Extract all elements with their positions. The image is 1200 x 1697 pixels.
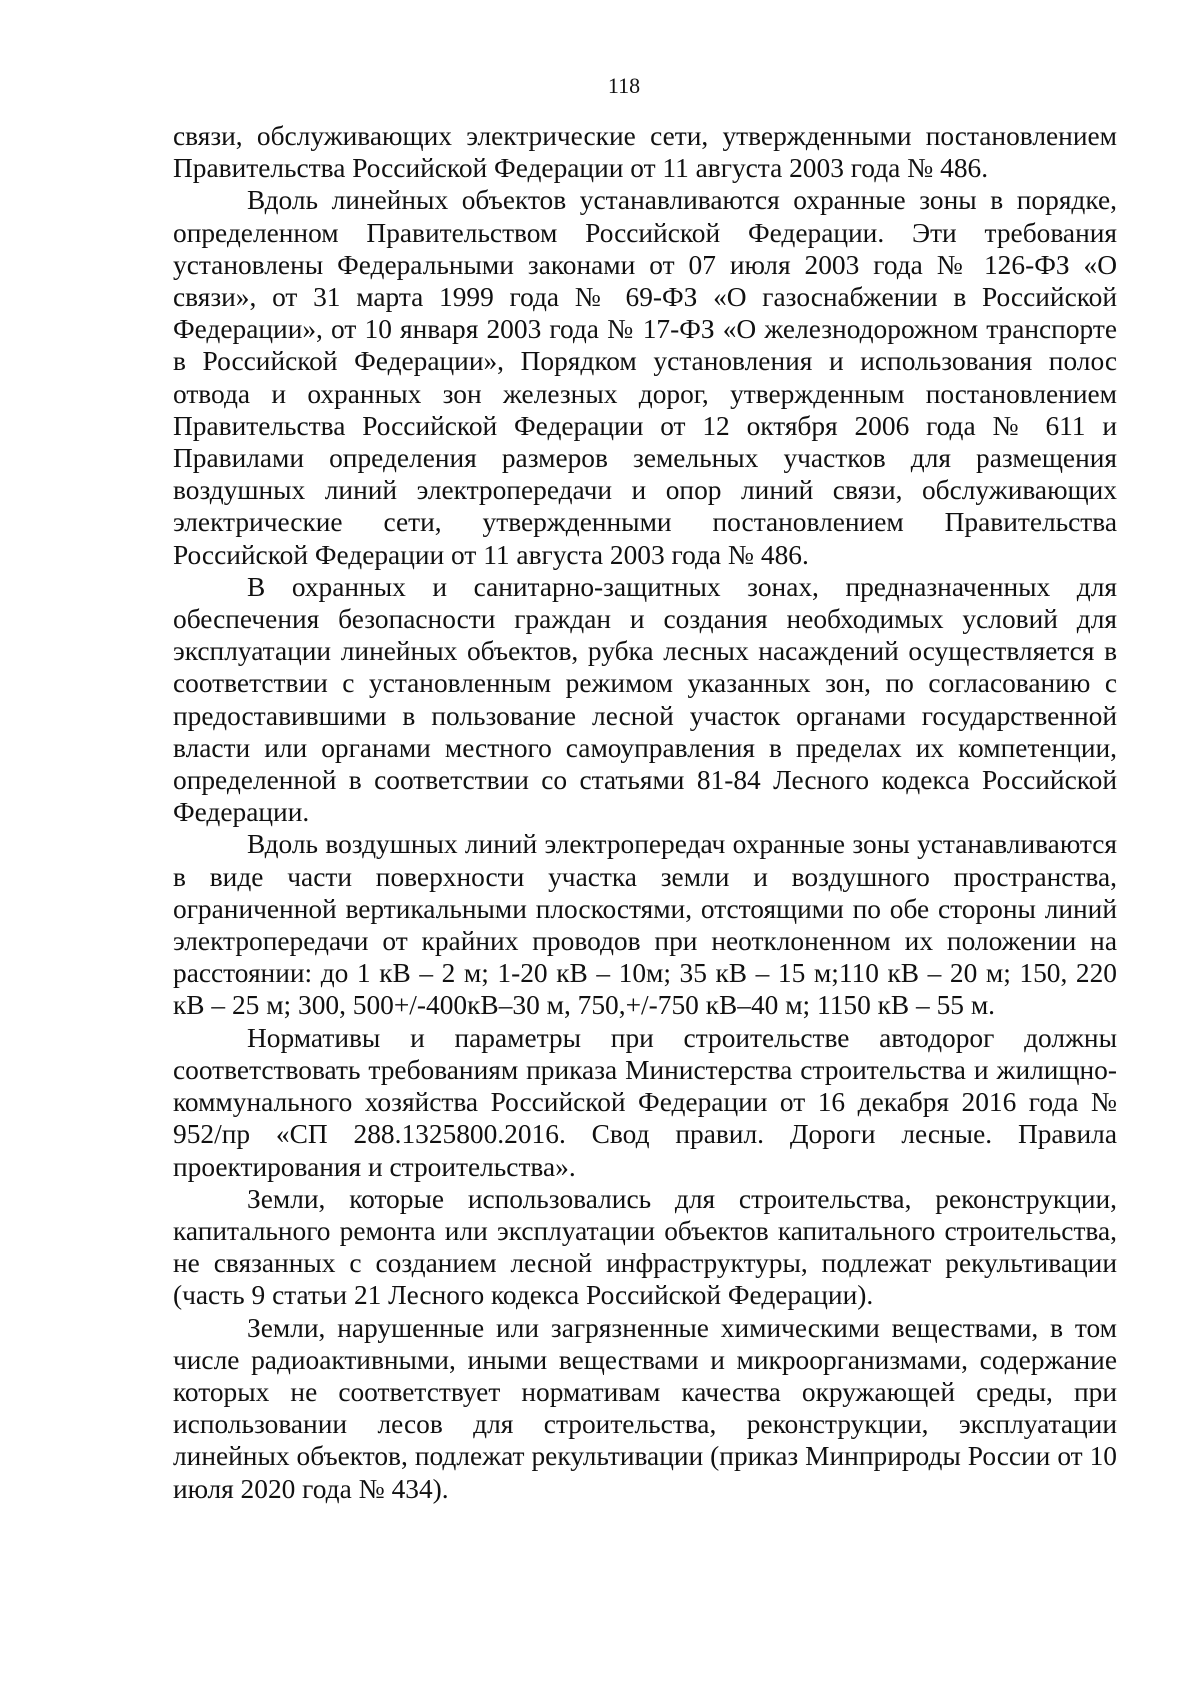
paragraph-land-recultivation: Земли, которые использовались для строительства, реконструкции, капитального ремонта или эксплуатации объектов капитального строительства, не связанных с созданием лесной инфраструктуры, подлежат рекультивации (часть 9 статьи 21 Лесного кодекса Российской Федерации). <box>173 1183 1117 1311</box>
page-number: 118 <box>607 73 641 98</box>
paragraph-road-norms: Нормативы и параметры при строительстве автодорог должны соответствовать требованиям приказа Министерства строительства и жилищно-коммунального хозяйства Российской Федерации от 16 декабря 2016 года № 952/пр «СП 288.1325800.2016. Свод правил. Дороги лесные. Правила проектирования и строительства». <box>173 1022 1117 1182</box>
paragraph-sanitary-zones: В охранных и санитарно-защитных зонах, предназначенных для обеспечения безопасности граждан и создания необходимых условий для эксплуатации линейных объектов, рубка лесных насаждений осуществляется в соответствии с установленным режимом указанных зон, по согласованию с предоставившими в пользование лесной участок органами государственной власти или органами местного самоуправления в пределах их компетенции, определенной в соответствии со статьями 81-84 Лесного кодекса Российской Федерации. <box>173 571 1117 828</box>
paragraph-contaminated-land: Земли, нарушенные или загрязненные химическими веществами, в том числе радиоактивными, иными веществами и микроорганизмами, содержание которых не соответствует нормативам качества окружающей среды, при использовании лесов для строительства, реконструкции, эксплуатации линейных объектов, подлежат рекультивации (приказ Минприроды России от 10 июля 2020 года № 434). <box>173 1312 1117 1504</box>
paragraph-power-lines-zones: Вдоль воздушных линий электропередач охранные зоны устанавливаются в виде части поверхности участка земли и воздушного пространства, ограниченной вертикальными плоскостями, отстоящими по обе стороны линий электропередачи от крайних проводов при неотклоненном их положении на расстоянии: до 1 кВ – 2 м; 1-20 кВ – 10м; 35 кВ – 15 м;110 кВ – 20 м; 150, 220 кВ – 25 м; 300, 500+/-400кВ–30 м, 750,+/-750 кВ–40 м; 1150 кВ – 55 м. <box>173 829 1117 1021</box>
paragraph-continuation: связи, обслуживающих электрические сети, утвержденными постановлением Правительства Российской Федерации от 11 августа 2003 года № 486. <box>173 121 1117 184</box>
document-body <box>173 120 1117 1505</box>
paragraph-linear-objects-zones: Вдоль линейных объектов устанавливаются охранные зоны в порядке, определенном Правительством Российской Федерации. Эти требования установлены Федеральными законами от 07 июля 2003 года № 126-ФЗ «О связи», от 31 марта 1999 года № 69-ФЗ «О газоснабжении в Российской Федерации», от 10 января 2003 года № 17-ФЗ «О железнодорожном транспорте в Российской Федерации», Порядком установления и использования полос отвода и охранных зон железных дорог, утвержденным постановлением Правительства Российской Федерации от 12 октября 2006 года № 611 и Правилами определения размеров земельных участков для размещения воздушных линий электропередачи и опор линий связи, обслуживающих электрические сети, утвержденными постановлением Правительства Российской Федерации от 11 августа 2003 года № 486. <box>173 185 1117 570</box>
